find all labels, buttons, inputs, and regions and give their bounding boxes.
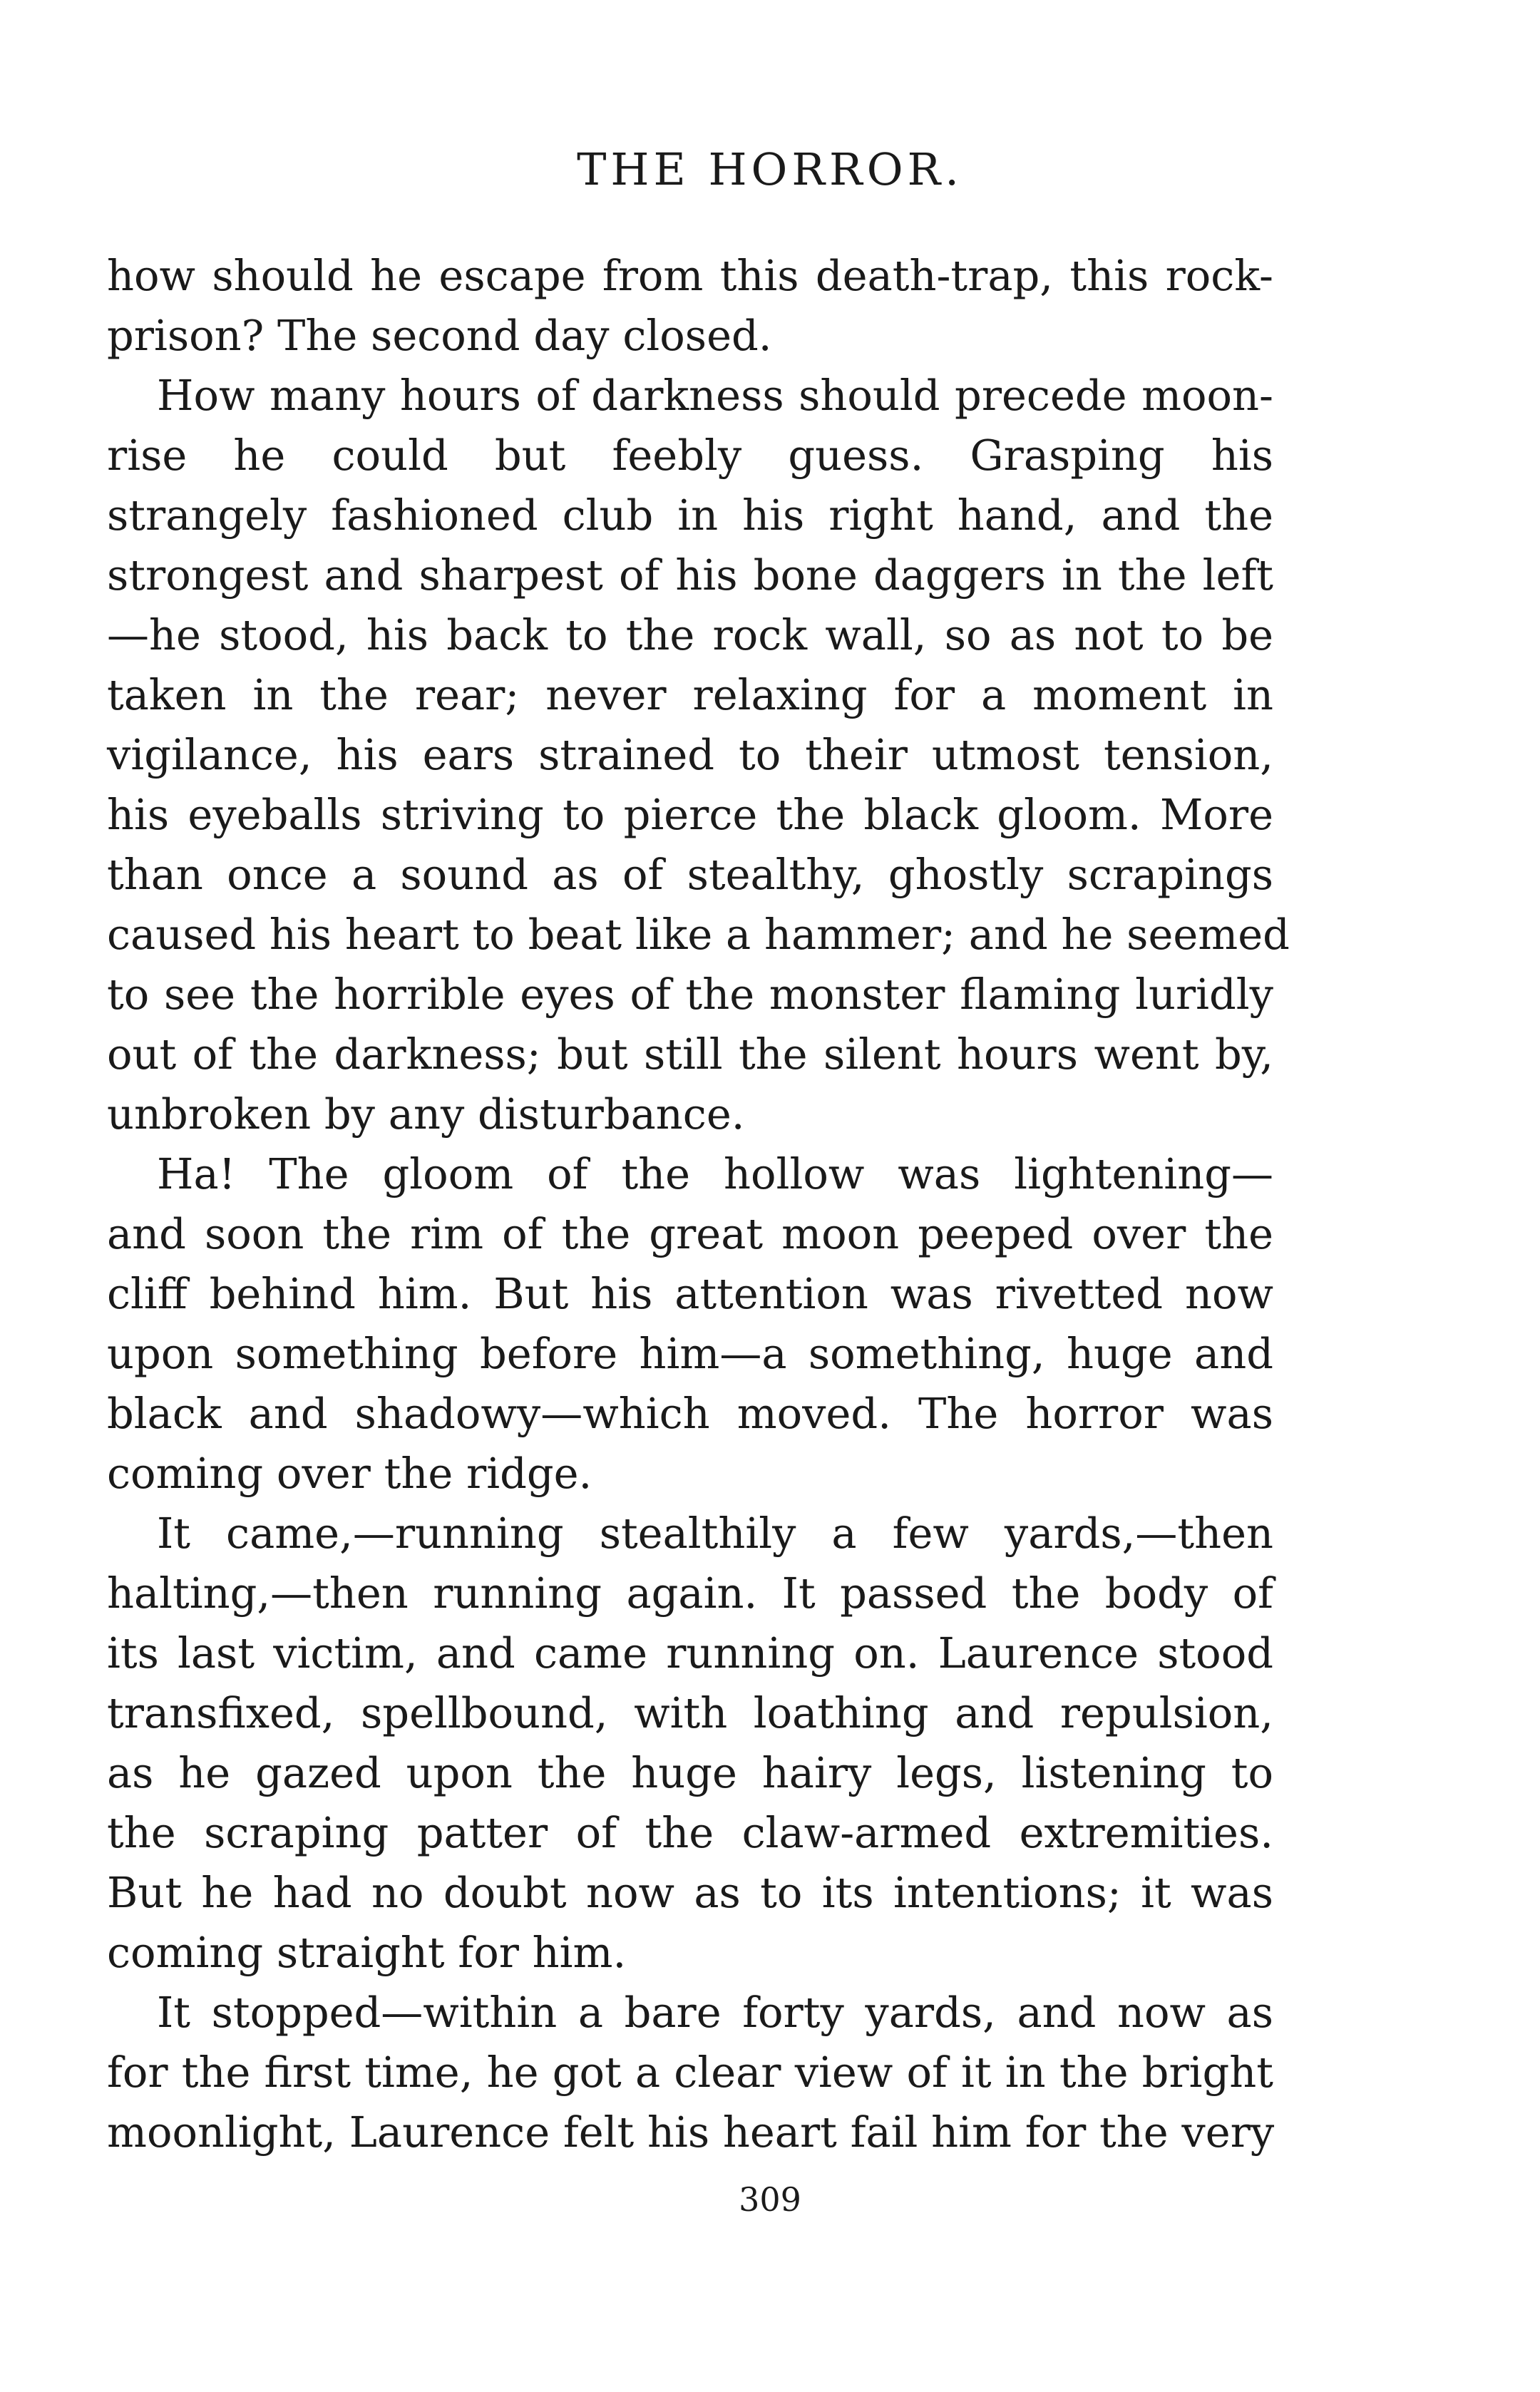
text-line: taken in the rear; never relaxing for a moment in: [107, 670, 1273, 719]
text-line: How many hours of darkness should precede moon-: [157, 371, 1273, 420]
text-line: rise he could but feebly guess. Grasping his: [107, 431, 1273, 480]
text-line: It came,—running stealthily a few yards,—then: [157, 1509, 1273, 1558]
text-line: —he stood, his back to the rock wall, so as not to be: [107, 610, 1273, 659]
text-line: prison? The second day closed.: [107, 311, 772, 360]
text-line: It stopped—within a bare forty yards, and now as: [157, 1988, 1273, 2037]
text-line: strangely fashioned club in his right hand, and the: [107, 491, 1273, 540]
text-line: But he had no doubt now as to its intentions; it was: [107, 1868, 1273, 1917]
page-body: [107, 246, 1290, 2162]
text-line: and soon the rim of the great moon peeped over the: [107, 1209, 1273, 1258]
text-line: than once a sound as of stealthy, ghostly scrapings: [107, 850, 1273, 899]
text-line: black and shadowy—which moved. The horror was: [107, 1389, 1273, 1438]
text-line: vigilance, his ears strained to their utmost tension,: [107, 730, 1273, 779]
text-line: strongest and sharpest of his bone daggers in the left: [107, 550, 1273, 600]
text-line: transfixed, spellbound, with loathing and repulsion,: [107, 1688, 1273, 1737]
paragraph: [107, 1983, 1273, 2162]
text-line: for the first time, he got a clear view of it in the bright: [107, 2048, 1273, 2097]
text-line: halting,—then running again. It passed the body of: [107, 1569, 1273, 1618]
text-line: caused his heart to beat like a hammer; and he seemed: [107, 910, 1290, 959]
text-line: coming over the ridge.: [107, 1449, 592, 1498]
text-line: Ha! The gloom of the hollow was lightening—: [157, 1149, 1273, 1198]
text-line: as he gazed upon the huge hairy legs, listening to: [107, 1748, 1273, 1797]
text-line: to see the horrible eyes of the monster flaming luridly: [107, 970, 1273, 1019]
text-line: moonlight, Laurence felt his heart fail him for the very: [107, 2108, 1275, 2157]
text-line: out of the darkness; but still the silent hours went by,: [107, 1030, 1273, 1079]
text-line: coming straight for him.: [107, 1928, 627, 1977]
running-title: THE HORROR.: [577, 143, 963, 195]
paragraph: [107, 1504, 1273, 1983]
page-number: 309: [739, 2180, 801, 2219]
text-line: its last victim, and came running on. Laurence stood: [107, 1628, 1273, 1678]
paragraph: [107, 246, 1273, 366]
text-line: his eyeballs striving to pierce the black gloom. More: [107, 790, 1273, 839]
paragraph: [107, 1144, 1273, 1504]
paragraph: [107, 366, 1290, 1144]
text-line: the scraping patter of the claw-armed extremities.: [107, 1808, 1273, 1857]
text-line: upon something before him—a something, huge and: [107, 1329, 1273, 1378]
text-line: how should he escape from this death-trap, this rock-: [107, 251, 1273, 300]
text-line: unbroken by any disturbance.: [107, 1089, 745, 1139]
text-line: cliff behind him. But his attention was rivetted now: [107, 1269, 1273, 1318]
